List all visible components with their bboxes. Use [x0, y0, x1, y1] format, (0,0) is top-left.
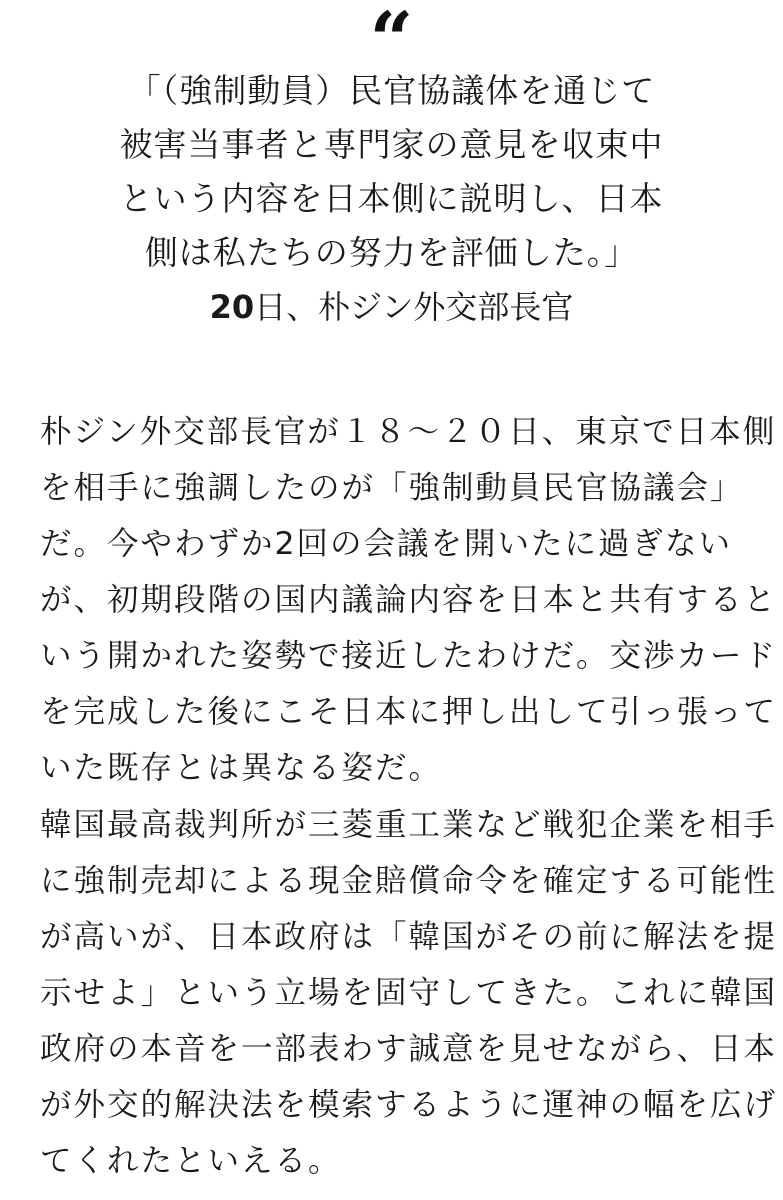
paragraph-line: 政府の本音を一部表わす誠意を見せながら、日本: [40, 1031, 778, 1067]
paragraph-line: いた既存とは異なる姿だ。: [40, 750, 443, 786]
quote-text: [0, 64, 783, 334]
paragraph-line: を完成した後にこそ日本に押し出して引っ張って: [40, 694, 778, 730]
paragraph-line: が、初期段階の国内議論内容を日本と共有すると: [40, 582, 778, 618]
paragraph-line: てくれたといえる。: [40, 1143, 342, 1179]
paragraph-line: 示せよ」という立場を固守してきた。これに韓国: [40, 975, 778, 1011]
quote-attribution: [0, 280, 783, 334]
paragraph-line: 韓国最高裁判所が三菱重工業など戦犯企業を相手: [40, 807, 778, 843]
article-paragraph-1: [40, 404, 778, 796]
paragraph-line: 朴ジン外交部長官が１８～２０日、東京で日本側: [40, 414, 777, 450]
paragraph-line: を相手に強調したのが「強制動員民官協議会」: [40, 470, 744, 506]
paragraph-line: が外交的解決法を模索するように運神の幅を広げ: [40, 1087, 778, 1123]
paragraph-line: いう開かれた姿勢で接近したわけだ。交渉カード: [40, 638, 778, 674]
paragraph-line: に強制売却による現金賠償命令を確定する可能性: [40, 863, 778, 899]
quote-line: 「（強制動員）民官協議体を通じて: [127, 71, 656, 110]
paragraph-line: が高いが、日本政府は「韓国がその前に解法を提: [40, 919, 778, 955]
attribution-speaker: 日、朴ジン外交部長官: [254, 288, 574, 326]
quote-line: 側は私たちの努力を評価した。」: [144, 233, 639, 272]
quote-line: 被害当事者と専門家の意見を収束中: [119, 125, 664, 164]
article-paragraph-2: [40, 797, 778, 1189]
quotation-mark-icon: “: [369, 2, 414, 54]
quote-line: という内容を日本側に説明し、日本: [119, 179, 664, 218]
attribution-date: 20: [209, 288, 255, 326]
paragraph-line: だ。今やわずか2回の会議を開いたに過ぎない: [40, 526, 733, 562]
pull-quote: [0, 0, 783, 334]
